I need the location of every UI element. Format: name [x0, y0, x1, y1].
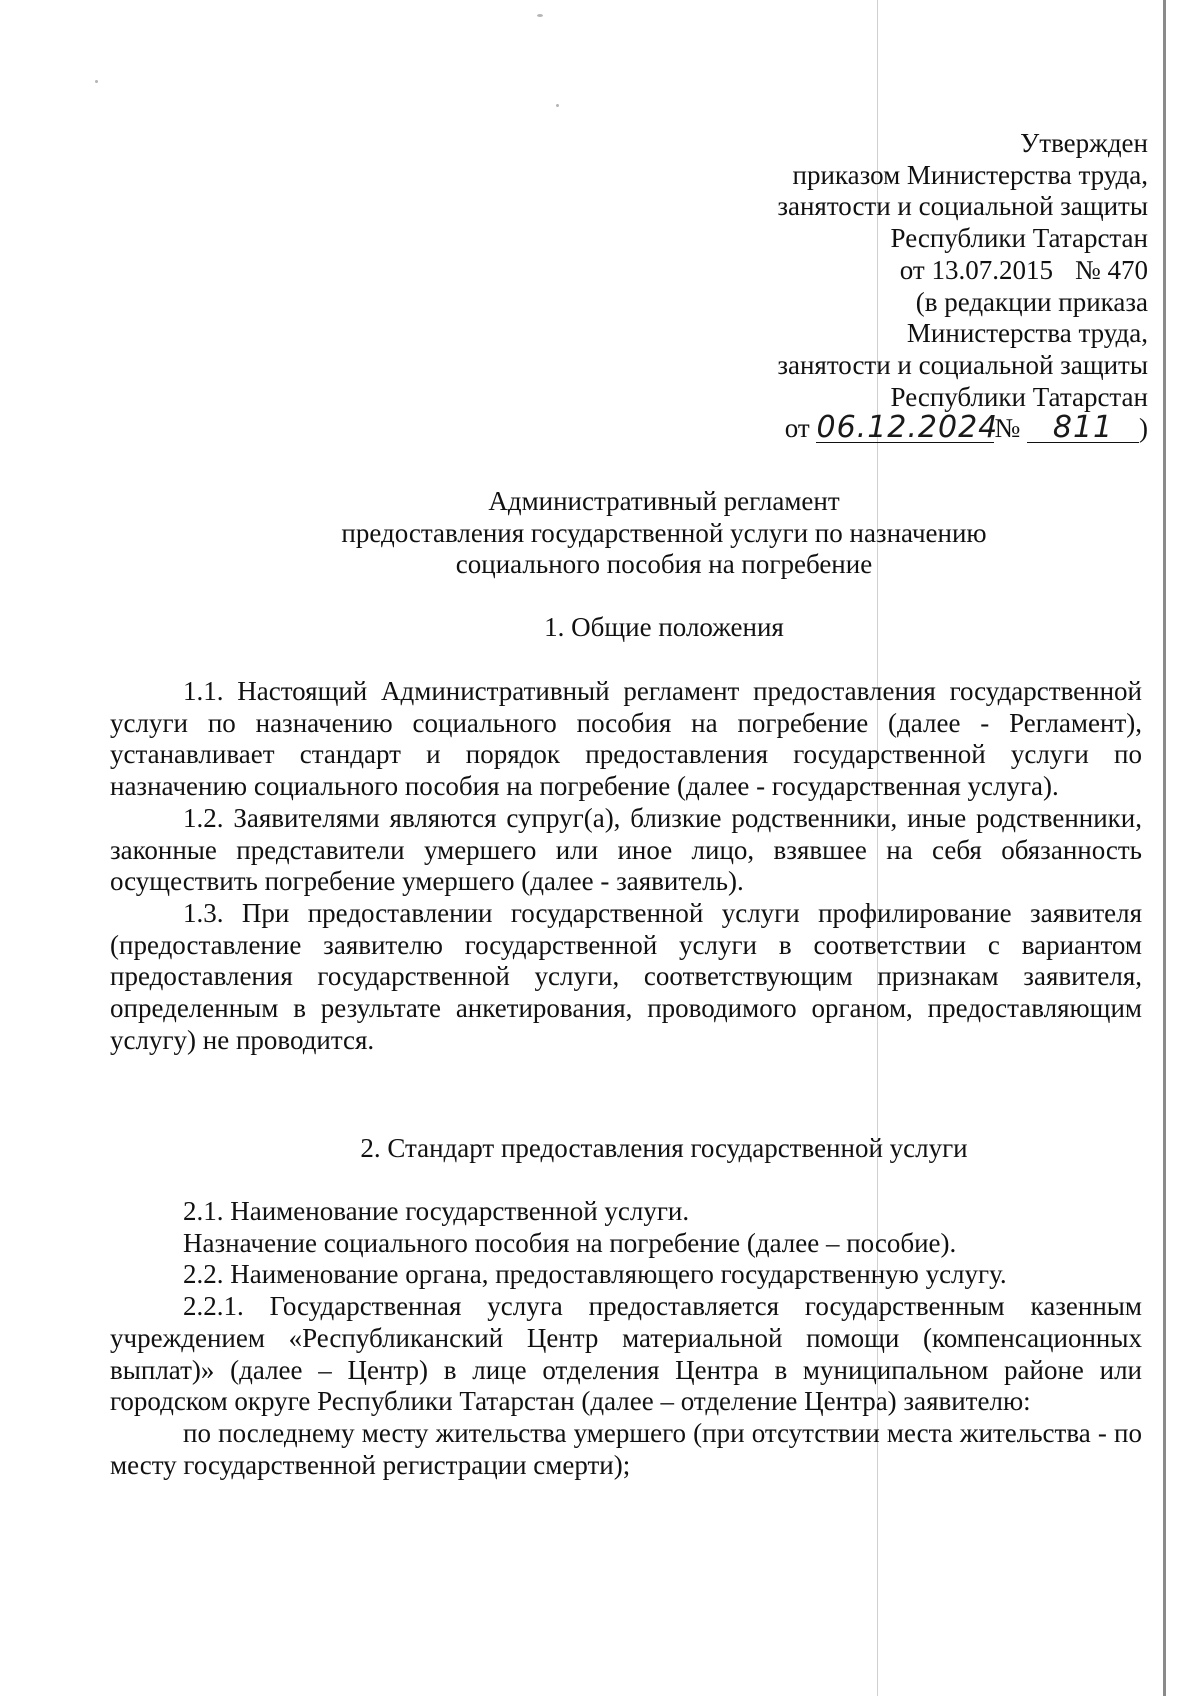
scan-edge [1163, 0, 1166, 1696]
approval-stamp [548, 128, 1148, 445]
paragraph: Назначение социального пособия на погребение (далее – пособие). [183, 1227, 957, 1258]
paragraph: 1.2. Заявителями являются супруг(а), близкие родственники, иные родственники, законные представители умершего или иное лицо, взявшее на себя обязанность осуществить погребение умершего (далее - заявитель). [110, 802, 1142, 897]
approval-date-line [548, 255, 1148, 287]
section-heading: 2. Стандарт предоставления государственной услуги [360, 1133, 968, 1163]
paragraph: 1.3. При предоставлении государственной услуги профилирование заявителя (предоставление заявителю государственной услуги в соответствии с вариантом предоставления государственной услуги, соответствующим признакам заявителя, определенным в результате анкетирования, проводимого органом, предоставляющим услугу) не проводится. [110, 897, 1142, 1055]
amendment-signature-line [548, 410, 1148, 446]
approval-number: № 470 [1074, 254, 1148, 285]
paragraph: 1.1. Настоящий Административный регламент предоставления государственной услуги по назначению социального пособия на погребение (далее - Регламент), устанавливает стандарт и порядок предоставления государственной услуги по назначению социального пособия на погребение (далее - государственная услуга). [110, 676, 1142, 802]
paragraph: по последнему месту жительства умершего (при отсутствии места жительства - по месту государственной регистрации смерти); [110, 1417, 1142, 1480]
scan-speck [537, 14, 543, 17]
document-title [110, 486, 1200, 581]
approval-line: (в редакции приказа [915, 286, 1148, 317]
approval-line: приказом Министерства труда, [792, 159, 1148, 190]
sign-no-label: № [994, 413, 1021, 444]
approval-line: занятости и социальной защиты [777, 191, 1148, 222]
approval-line: Республики Татарстан [890, 381, 1148, 412]
section-heading: 1. Общие положения [544, 612, 784, 642]
approval-line: Утвержден [1020, 128, 1148, 158]
section-2-body [110, 1196, 1142, 1481]
approval-line: Министерства труда, [906, 318, 1148, 349]
paragraph: 2.1. Наименование государственной услуги. [183, 1196, 690, 1226]
title-line: Административный регламент [488, 486, 840, 516]
scan-speck [556, 104, 559, 107]
section-1-body [110, 676, 1142, 1056]
title-line: социального пособия на погребение [455, 549, 873, 580]
paragraph: 2.2. Наименование органа, предоставляющего государственную услугу. [183, 1259, 1007, 1290]
title-line: предоставления государственной услуги по назначению [341, 517, 987, 548]
paragraph: 2.2.1. Государственная услуга предоставляется государственным казенным учреждением «Республиканский Центр материальной помощи (компенсационных выплат)» (далее – Центр) в лице отделения Центра в муниципальном районе или городском округе Республики Татарстан (далее – отделение Центра) заявителю: [110, 1291, 1142, 1417]
sign-suffix: ) [1139, 413, 1148, 444]
handwritten-date: 06.12.2024 [816, 410, 999, 446]
approval-date: от 13.07.2015 [899, 254, 1053, 285]
approval-line: занятости и социальной защиты [777, 349, 1148, 380]
handwritten-number: 811 [1027, 414, 1139, 443]
sign-prefix: от [784, 413, 810, 444]
scan-speck [95, 80, 98, 83]
approval-line: Республики Татарстан [890, 223, 1148, 254]
